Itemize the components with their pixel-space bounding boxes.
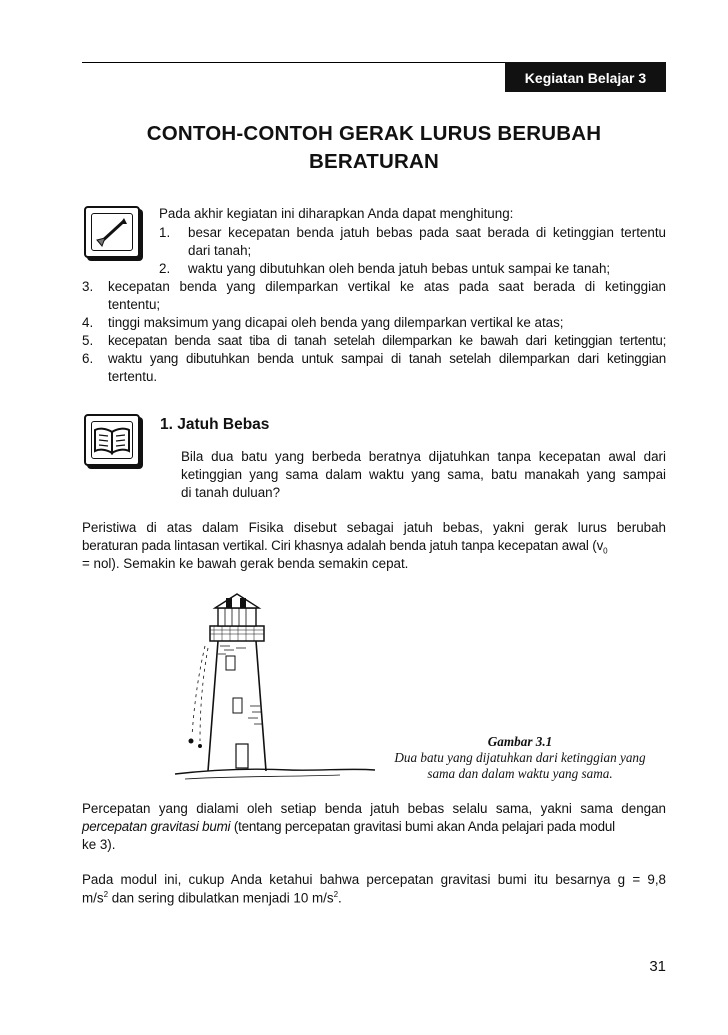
para3-sup-2: 2 xyxy=(333,890,339,899)
para2-line3: ke 3). xyxy=(82,837,116,852)
para1-line2 xyxy=(82,538,666,556)
figure-label: Gambar 3.1 xyxy=(487,734,553,749)
para3-line1: Pada modul ini, cukup Anda ketahui bahwa percepatan gravitasi bumi itu besarnya g = 9,8 xyxy=(82,872,666,887)
tower-illustration xyxy=(170,586,390,786)
v-subscript: 0 xyxy=(603,546,608,556)
section-heading: 1. Jatuh Bebas xyxy=(160,416,270,433)
objective-6-line2: tertentu. xyxy=(108,369,158,384)
para3-text-c: . xyxy=(338,890,342,906)
objective-3-line2: tententu; xyxy=(108,297,161,312)
objective-num-3: 3. xyxy=(82,279,94,294)
objective-5-line1: kecepatan benda saat tiba di tanah setelah dilemparkan ke bawah dari ketinggian tertentu; xyxy=(108,333,666,348)
question-line2: ketinggian yang sama dalam waktu yang sama, batu manakah yang sampai xyxy=(181,467,666,482)
chapter-tab: Kegiatan Belajar 3 xyxy=(505,62,666,92)
objective-num-5: 5. xyxy=(82,333,94,348)
objective-3-line1: kecepatan benda yang dilemparkan vertikal ke atas pada saat berada di ketinggian xyxy=(108,279,666,294)
objective-num-6: 6. xyxy=(82,351,94,366)
question-line3: di tanah duluan? xyxy=(181,485,281,500)
para2-line2-rest: (tentang percepatan gravitasi bumi akan Anda pelajari pada modul xyxy=(230,819,615,834)
arrow-target-icon xyxy=(84,206,140,258)
objective-6-line1: waktu yang dibutuhkan benda untuk sampai di tanah setelah dilemparkan dari ketinggian xyxy=(108,351,666,366)
objective-4-line1: tinggi maksimum yang dicapai oleh benda yang dilemparkan vertikal ke atas; xyxy=(108,315,564,330)
figure-caption-line2: sama dan dalam waktu yang sama. xyxy=(427,766,613,781)
objective-1-line2: dari tanah; xyxy=(188,243,252,258)
page-title-line2: BERATURAN xyxy=(308,150,440,173)
objective-num-2: 2. xyxy=(159,261,171,276)
objective-num-1: 1. xyxy=(159,225,171,240)
para2-line1: Percepatan yang dialami oleh setiap benda jatuh bebas selalu sama, yakni sama dengan xyxy=(82,801,666,816)
para1-line2-text: beraturan pada lintasan vertikal. Ciri khasnya adalah benda jatuh tanpa kecepatan awal (v xyxy=(82,538,604,553)
objective-num-4: 4. xyxy=(82,315,94,330)
objective-1-line1: besar kecepatan benda jatuh bebas pada saat berada di ketinggian tertentu xyxy=(188,225,666,240)
para1-line1: Peristiwa di atas dalam Fisika disebut sebagai jatuh bebas, yakni gerak lurus berubah xyxy=(82,520,666,535)
para3-unit-a: m/s xyxy=(82,890,104,906)
open-book-icon xyxy=(84,414,140,466)
page-number: 31 xyxy=(649,958,666,975)
objective-2-line1: waktu yang dibutuhkan oleh benda jatuh bebas untuk sampai ke tanah; xyxy=(188,261,611,276)
para3-text-b: dan sering dibulatkan menjadi 10 m/s xyxy=(108,890,334,906)
objectives-intro: Pada akhir kegiatan ini diharapkan Anda dapat menghitung: xyxy=(159,206,514,221)
question-line1: Bila dua batu yang berbeda beratnya dijatuhkan tanpa kecepatan awal dari xyxy=(181,449,666,464)
para1-line3: = nol). Semakin ke bawah gerak benda semakin cepat. xyxy=(82,556,409,571)
para3-line2 xyxy=(82,890,342,905)
para3-sup-1: 2 xyxy=(103,890,109,899)
gravity-term: percepatan gravitasi bumi xyxy=(82,819,231,834)
para2-line2 xyxy=(82,819,666,834)
page-title-line1: CONTOH-CONTOH GERAK LURUS BERUBAH xyxy=(146,122,602,145)
figure-caption-line1: Dua batu yang dijatuhkan dari ketinggian yang xyxy=(394,750,646,765)
